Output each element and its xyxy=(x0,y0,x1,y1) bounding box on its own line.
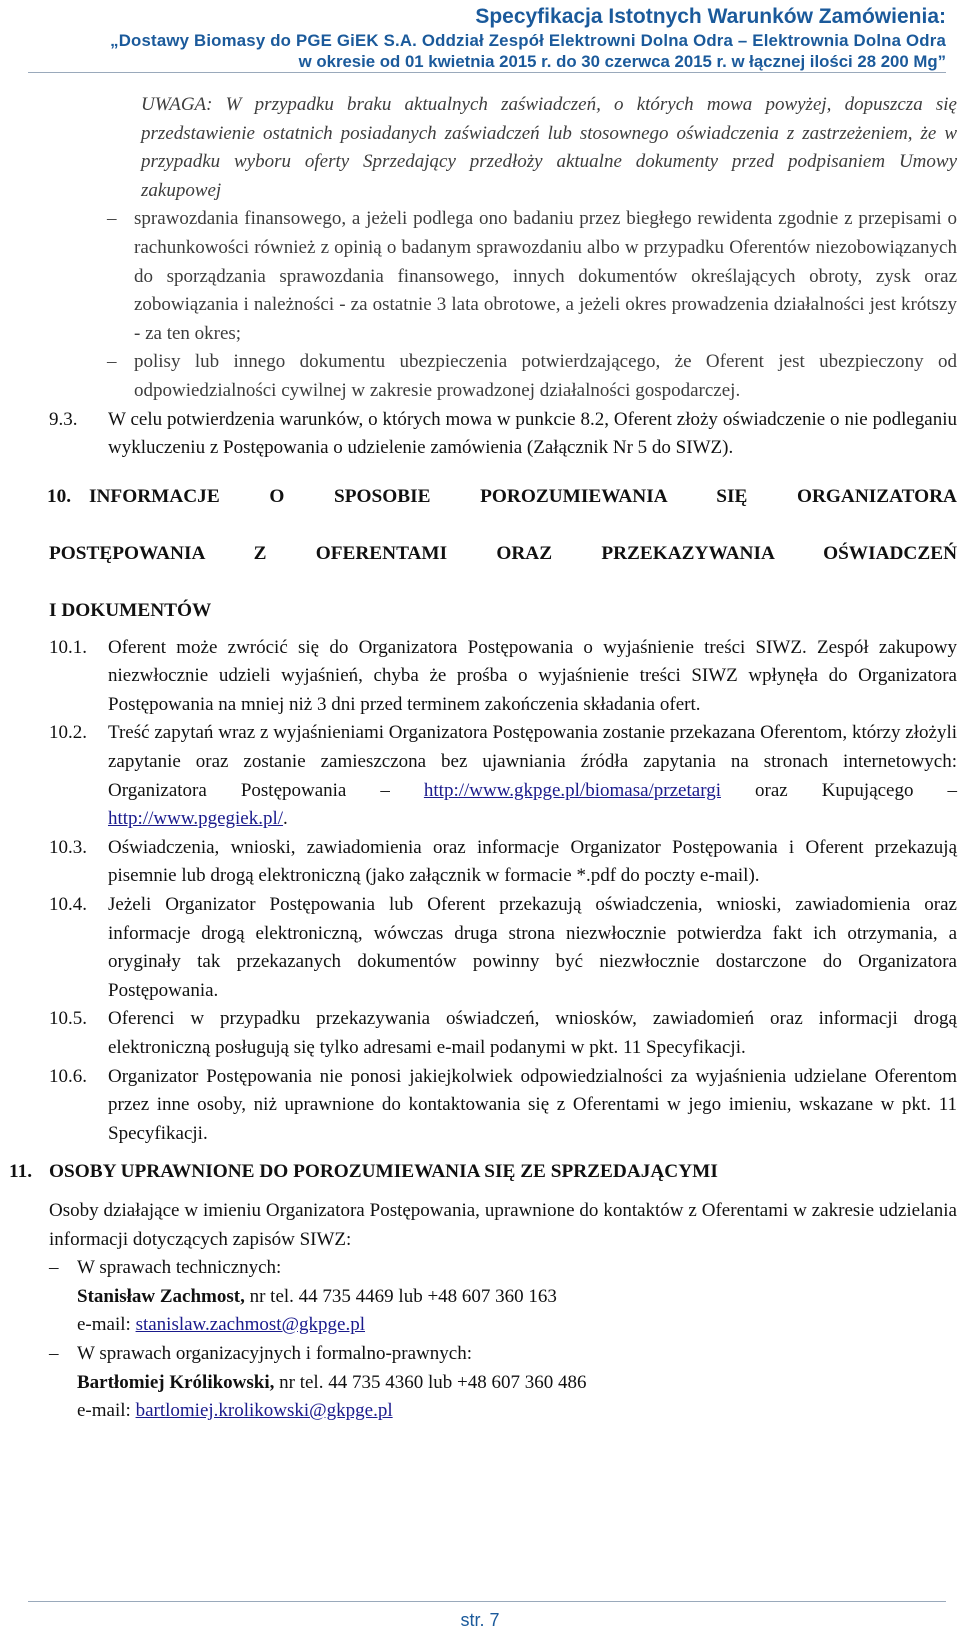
section-10-heading xyxy=(49,483,957,626)
link-connector: oraz Kupującego – xyxy=(720,779,957,801)
dash-marker: – xyxy=(107,351,117,373)
item-end: . xyxy=(283,808,288,830)
item-text: Treść zapytań wraz z wyjaśnieniami Organizatora Postępowania zostanie przekazana Oferentom, którzy złożyli zapytanie oraz zostanie zamieszczona bez ujawniania źródła zapytania na stronach internetowych: Organizatora Postępowania – xyxy=(108,722,957,801)
dash-item xyxy=(49,348,957,405)
item-10-2 xyxy=(49,719,957,833)
section-number: 10. xyxy=(47,485,72,507)
section-title-line-2: POSTĘPOWANIA Z OFERENTAMI ORAZ PRZEKAZYWANIA OŚWIADCZEŃ xyxy=(49,542,957,564)
item-10-6 xyxy=(49,1063,957,1149)
contact-formal-person xyxy=(49,1369,957,1398)
contact-formal-email xyxy=(49,1397,957,1426)
item-text: W celu potwierdzenia warunków, o których mowa w punkcie 8.2, Oferent złoży oświadczenie o nie podleganiu wykluczeniu z Postępowania o udzielenie zamówienia (Załącznik Nr 5 do SIWZ). xyxy=(108,408,957,459)
item-number: 10.5. xyxy=(49,1008,87,1030)
email-link[interactable]: bartlomiej.krolikowski@gkpge.pl xyxy=(135,1400,393,1422)
item-text: Oświadczenia, wnioski, zawiadomienia oraz informacje Organizator Postępowania i Oferent przekazują pisemnie lub drogą elektroniczną (jako załącznik w formacie *.pdf do poczty e-mail). xyxy=(108,836,957,887)
buyer-link[interactable]: http://www.pgegiek.pl/ xyxy=(108,808,284,830)
contact-name: Bartłomiej Królikowski, xyxy=(77,1371,275,1393)
item-number: 10.2. xyxy=(49,722,87,744)
item-number: 10.1. xyxy=(49,636,87,658)
section-title-line-1: INFORMACJE O SPOSOBIE POROZUMIEWANIA SIĘ ORGANIZATORA xyxy=(89,485,957,507)
item-text: Jeżeli Organizator Postępowania lub Oferent przekazują oświadczenia, wnioski, zawiadomienia oraz informacje drogą elektroniczną, wówczas druga strona niezwłocznie potwierdza fakt ich otrzymania, a oryginały tak przekazanych dokumentów powinny być niezwłocznie dostarczone do Organizatora Postępowania. xyxy=(108,894,957,1001)
item-number: 10.4. xyxy=(49,894,87,916)
contact-technical-email xyxy=(49,1311,957,1340)
item-9-3 xyxy=(49,406,957,463)
organizer-link[interactable]: http://www.gkpge.pl/biomasa/przetargi xyxy=(423,779,721,801)
footer-divider xyxy=(28,1601,946,1602)
contact-technical-label xyxy=(49,1254,957,1283)
item-10-4 xyxy=(49,891,957,1005)
page-number: str. 7 xyxy=(460,1610,500,1630)
item-text: Oferent może zwrócić się do Organizatora Postępowania o wyjaśnienie treści SIWZ. Zespół zakupowy niezwłocznie udzieli wyjaśnień, chyba że prośba o wyjaśnienie treści SIWZ wpłynęła do Organizatora Postępowania na mniej niż 3 dni przed terminem zakończenia składania ofert. xyxy=(108,636,957,715)
item-10-1 xyxy=(49,634,957,720)
contact-formal-label xyxy=(49,1340,957,1369)
header-subtitle: „Dostawy Biomasy do PGE GiEK S.A. Oddział Zespół Elektrowni Dolna Odra – Elektrownia Dolna Odra xyxy=(110,31,946,50)
section-11-intro: Osoby działające w imieniu Organizatora Postępowania, uprawnione do kontaktów z Oferentami w zakresie udzielania informacji dotyczących zapisów SIWZ: xyxy=(49,1199,957,1250)
section-title-line-3: I DOKUMENTÓW xyxy=(49,600,212,622)
item-10-5 xyxy=(49,1005,957,1062)
email-link[interactable]: stanislaw.zachmost@gkpge.pl xyxy=(135,1314,366,1336)
page-header xyxy=(110,4,946,72)
dash-marker: – xyxy=(49,1257,59,1279)
item-number: 10.6. xyxy=(49,1065,87,1087)
note-paragraph xyxy=(141,91,957,205)
section-number: 11. xyxy=(9,1161,33,1183)
header-period: w okresie od 01 kwietnia 2015 r. do 30 czerwca 2015 r. w łącznej ilości 28 200 Mg” xyxy=(298,52,946,71)
dash-item-text: sprawozdania finansowego, a jeżeli podlega ono badaniu przez biegłego rewidenta zgodnie z przepisami o rachunkowości również z opinią o badanym sprawozdaniu albo w przypadku Oferentów niezobowiązanych do sporządzania sprawozdania finansowego, innych dokumentów określających obroty, zysk oraz zobowiązania i należności - za ostatnie 3 lata obrotowe, a jeżeli okres prowadzenia działalności jest krótszy - za ten okres; xyxy=(134,208,957,344)
item-text: Oferenci w przypadku przekazywania oświadczeń, wniosków, zawiadomień oraz informacji drogą elektroniczną posługują się tylko adresami e-mail podanymi w pkt. 11 Specyfikacji. xyxy=(108,1008,957,1058)
note-label: UWAGA xyxy=(141,94,207,115)
contact-category: W sprawach organizacyjnych i formalno-prawnych: xyxy=(77,1342,472,1364)
dash-item-text: polisy lub innego dokumentu ubezpieczenia potwierdzającego, że Oferent jest ubezpieczony od odpowiedzialności cywilnej w zakresie prowadzonej działalności gospodarczej. xyxy=(134,351,957,401)
dash-marker: – xyxy=(107,208,117,230)
contact-technical-person xyxy=(49,1283,957,1312)
document-body xyxy=(9,91,957,1426)
email-label: e-mail: xyxy=(77,1314,136,1336)
contact-phone: nr tel. 44 735 4469 lub +48 607 360 163 xyxy=(244,1285,557,1307)
item-number: 10.3. xyxy=(49,836,87,858)
header-divider xyxy=(28,72,946,73)
header-title: Specyfikacja Istotnych Warunków Zamówienia: xyxy=(475,5,946,28)
contact-phone: nr tel. 44 735 4360 lub +48 607 360 486 xyxy=(274,1371,587,1393)
dash-item xyxy=(49,205,957,348)
section-title: OSOBY UPRAWNIONE DO POROZUMIEWANIA SIĘ ZE SPRZEDAJĄCYMI xyxy=(49,1161,718,1183)
contact-category: W sprawach technicznych: xyxy=(77,1257,282,1279)
item-number: 9.3. xyxy=(49,408,78,430)
contact-name: Stanisław Zachmost, xyxy=(77,1285,245,1307)
dash-marker: – xyxy=(49,1342,59,1364)
section-11-heading xyxy=(9,1158,957,1187)
item-text: Organizator Postępowania nie ponosi jakiejkolwiek odpowiedzialności za wyjaśnienia udzielane Oferentom przez inne osoby, niż uprawnione do kontaktowania się z Oferentami w jego imieniu, wskazane w pkt. 11 Specyfikacji. xyxy=(108,1065,957,1144)
section-10-items xyxy=(49,634,957,1149)
item-10-3 xyxy=(49,834,957,891)
note-text: : W przypadku braku aktualnych zaświadczeń, o których mowa powyżej, dopuszcza się przedstawienie ostatnich posiadanych zaświadczeń lub stosownego oświadczenia z zastrzeżeniem, że w przypadku wyboru oferty Sprzedający przedłoży aktualne dokumenty przed podpisaniem Umowy zakupowej xyxy=(141,94,957,201)
email-label: e-mail: xyxy=(77,1400,136,1422)
